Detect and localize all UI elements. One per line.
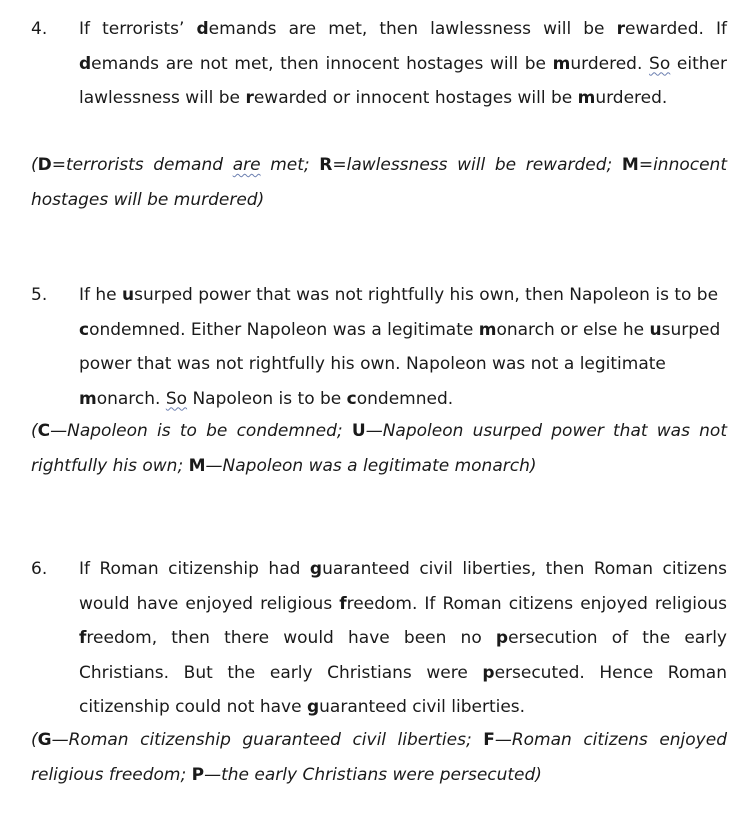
bold-letter: f (79, 628, 87, 648)
variable-key (31, 148, 727, 217)
text-run: ewarded or innocent hostages will be (253, 88, 578, 108)
bold-letter: F (483, 730, 495, 750)
bold-letter: c (79, 319, 90, 340)
text-run: —Napoleon was a legitimate monarch) (205, 455, 537, 476)
variable-key (31, 723, 727, 792)
spellcheck-word: are (232, 155, 261, 175)
bold-letter: g (309, 559, 323, 579)
bold-letter: g (306, 697, 320, 717)
text-run: ( (31, 421, 38, 441)
bold-letter: m (552, 53, 571, 74)
text-run: uaranteed civil liberties, then Roman citizens would have enjoyed religious (79, 559, 727, 614)
problem-text (79, 552, 727, 725)
bold-letter: u (122, 285, 135, 305)
bold-letter: C (37, 421, 51, 441)
bold-letter: M (621, 155, 639, 175)
bold-letter: p (495, 628, 509, 648)
text-run: =innocent hostages will be murdered) (31, 155, 727, 210)
text-run: ( (31, 155, 38, 175)
text-run: reedom. If Roman citizens enjoyed religious (346, 593, 728, 614)
text-run: —Napoleon is to be condemned; (50, 421, 352, 441)
text-run: emands are not met, then innocent hostages will be (91, 53, 553, 74)
text-run: ersecution of the early Christians. But the early Christians were (79, 628, 727, 683)
text-run: If Roman citizenship had (79, 559, 310, 579)
spellcheck-word: So (165, 388, 188, 409)
text-run: either lawlessness will be (79, 53, 727, 108)
text-run: —Napoleon usurped power that was not rightfully his own; (31, 421, 727, 476)
variable-key (31, 414, 727, 483)
bold-letter: U (351, 421, 366, 441)
bold-letter: m (79, 388, 97, 409)
problem-text (79, 12, 727, 116)
bold-letter: m (478, 319, 497, 340)
text-run: —the early Christians were persecuted) (204, 764, 542, 785)
text-run: —Roman citizenship guaranteed civil liberties; (51, 730, 484, 750)
problem-text (79, 278, 727, 416)
problem-number: 6. (31, 559, 48, 579)
bold-letter: c (346, 388, 357, 409)
text-run: Napoleon is to be (187, 388, 347, 409)
problem-number: 4. (31, 19, 48, 39)
text-run: surped power that was not rightfully his own. Napoleon was not a legitimate (79, 319, 721, 374)
text-run: If terrorists’ (79, 19, 197, 39)
text-run: =terrorists demand (51, 155, 233, 175)
text-run: emands are met, then lawlessness will be (208, 19, 617, 39)
text-run: ersecuted. Hence Roman citizenship could not have (79, 662, 727, 717)
text-run: onarch. (96, 388, 166, 409)
text-run: If he (79, 285, 123, 305)
bold-letter: d (79, 53, 92, 74)
text-run: urdered. (595, 88, 668, 108)
bold-letter: r (616, 19, 625, 39)
text-run: reedom, then there would have been no (86, 628, 496, 648)
text-run: uaranteed civil liberties. (319, 697, 526, 717)
text-run: ewarded. If (624, 19, 727, 39)
bold-letter: G (37, 730, 52, 750)
bold-letter: r (245, 88, 254, 108)
text-run: =lawlessness will be rewarded; (332, 155, 622, 175)
text-run: met; (260, 155, 320, 175)
text-run: onarch or else he (496, 319, 650, 340)
bold-letter: P (191, 764, 205, 785)
bold-letter: u (649, 319, 662, 340)
text-run: ( (31, 730, 38, 750)
text-run: ondemned. (356, 388, 454, 409)
bold-letter: D (37, 155, 52, 175)
text-run: urdered. (570, 53, 650, 74)
text-run: surped power that was not rightfully his own, then Napoleon is to be (134, 285, 719, 305)
bold-letter: m (577, 88, 596, 108)
text-run: —Roman citizens enjoyed religious freedom; (31, 730, 727, 785)
spellcheck-word: So (649, 53, 671, 74)
bold-letter: M (188, 455, 206, 476)
bold-letter: R (319, 155, 333, 175)
bold-letter: p (482, 662, 495, 683)
problem-number: 5. (31, 285, 48, 305)
text-run: ondemned. Either Napoleon was a legitimate (89, 319, 479, 340)
bold-letter: d (196, 19, 209, 39)
bold-letter: f (339, 593, 347, 614)
